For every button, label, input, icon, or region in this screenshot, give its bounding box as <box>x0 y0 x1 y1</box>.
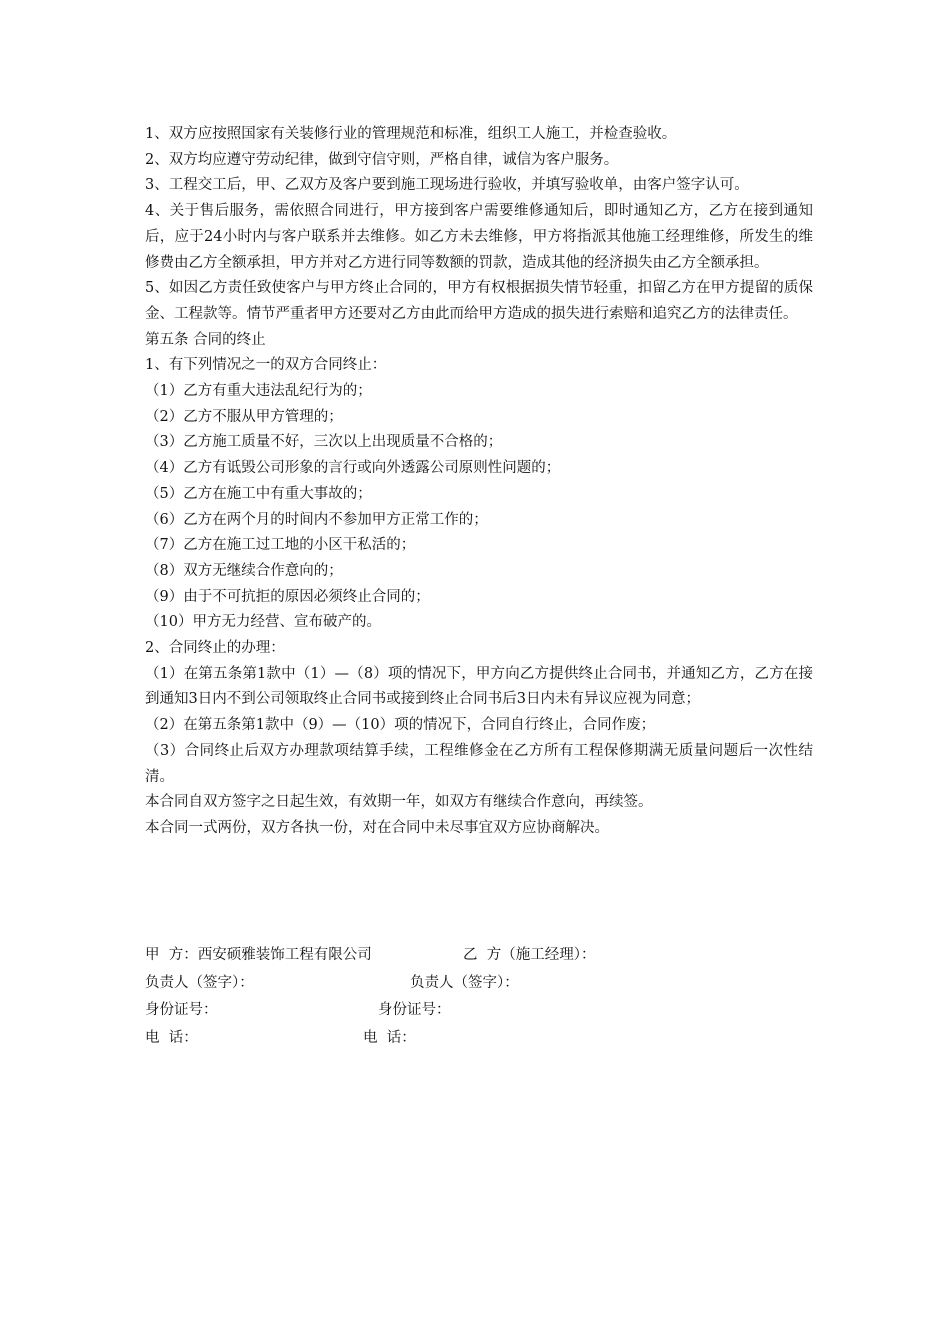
signature-row-ids <box>145 997 813 1025</box>
party-b-label: 乙 方（施工经理）： <box>463 947 596 963</box>
paragraph-termination-handling: 2、合同终止的办理： <box>145 640 285 657</box>
contract-body <box>145 122 813 842</box>
paragraph-clause-3: 3、工程交工后，甲、乙双方及客户要到施工现场进行验收，并填写验收单，由客户签字认可。 <box>145 177 749 194</box>
paragraph-clause-2: 2、双方均应遵守劳动纪律，做到守信守则，严格自律，诚信为客户服务。 <box>145 151 619 168</box>
paragraph-effective-date: 本合同自双方签字之日起生效，有效期一年，如双方有继续合作意向，再续签。 <box>145 794 653 811</box>
paragraph-clause-4: 4、关于售后服务，需依照合同进行，甲方接到客户需要维修通知后，即时通知乙方，乙方在接到通知后，应于24小时内与客户联系并去维修。如乙方未去维修，甲方将指派其他施工经理维修，所发生的维修费由乙方全额承担，甲方并对乙方进行同等数额的罚款，造成其他的经济损失由乙方全额承担。 <box>145 203 813 271</box>
list-item: （2）乙方不服从甲方管理的； <box>145 408 343 425</box>
party-a-label: 甲 方：西安硕雅装饰工程有限公司 <box>145 947 372 963</box>
list-item: （3）乙方施工质量不好，三次以上出现质量不合格的； <box>145 434 503 451</box>
list-item: （1）乙方有重大违法乱纪行为的； <box>145 383 372 400</box>
list-item: （1）在第五条第1款中（1）—（8）项的情况下，甲方向乙方提供终止合同书，并通知乙方，乙方在接到通知3日内不到公司领取终止合同书或接到终止合同书后3日内未有异议应视为同意； <box>145 665 813 708</box>
paragraph-clause-5: 5、如因乙方责任致使客户与甲方终止合同的，甲方有权根据损失情节轻重，扣留乙方在甲方提留的质保金、工程款等。情节严重者甲方还要对乙方由此而给甲方造成的损失进行索赔和追究乙方的法律责任。 <box>145 280 813 322</box>
list-item: （6）乙方在两个月的时间内不参加甲方正常工作的； <box>145 511 488 528</box>
signer-b-label: 负责人（签字）： <box>410 974 519 991</box>
list-item: （7）乙方在施工过工地的小区干私活的； <box>145 537 416 554</box>
signature-row-signers <box>145 970 813 998</box>
list-item: （5）乙方在施工中有重大事故的； <box>145 485 372 502</box>
paragraph-clause-1: 1、双方应按照国家有关装修行业的管理规范和标准，组织工人施工，并检查验收。 <box>145 126 677 142</box>
list-item: （10）甲方无力经营、宣布破产的。 <box>145 614 381 631</box>
paragraph-termination-conditions: 1、有下列情况之一的双方合同终止： <box>145 357 387 374</box>
signature-row-parties <box>145 942 813 970</box>
list-item: （4）乙方有诋毁公司形象的言行或向外透露公司原则性问题的； <box>145 460 561 477</box>
signer-a-label: 负责人（签字）： <box>145 974 254 991</box>
phone-a-label: 电 话： <box>145 1029 198 1046</box>
id-b-label: 身份证号： <box>378 1002 451 1018</box>
phone-b-label: 电 话： <box>363 1029 416 1046</box>
paragraph-copies: 本合同一式两份，双方各执一份，对在合同中未尽事宜双方应协商解决。 <box>145 819 609 836</box>
list-item: （3）合同终止后双方办理款项结算手续，工程维修金在乙方所有工程保修期满无质量问题后一次性结清。 <box>145 742 813 785</box>
list-item: （8）双方无继续合作意向的； <box>145 562 343 579</box>
id-a-label: 身份证号： <box>145 1002 218 1018</box>
list-item: （2）在第五条第1款中（9）—（10）项的情况下，合同自行终止，合同作废； <box>145 717 656 734</box>
signature-block <box>145 942 813 1052</box>
section-heading-article-5: 第五条 合同的终止 <box>145 331 266 348</box>
list-item: （9）由于不可抗拒的原因必须终止合同的； <box>145 588 430 605</box>
signature-row-phones <box>145 1025 813 1053</box>
